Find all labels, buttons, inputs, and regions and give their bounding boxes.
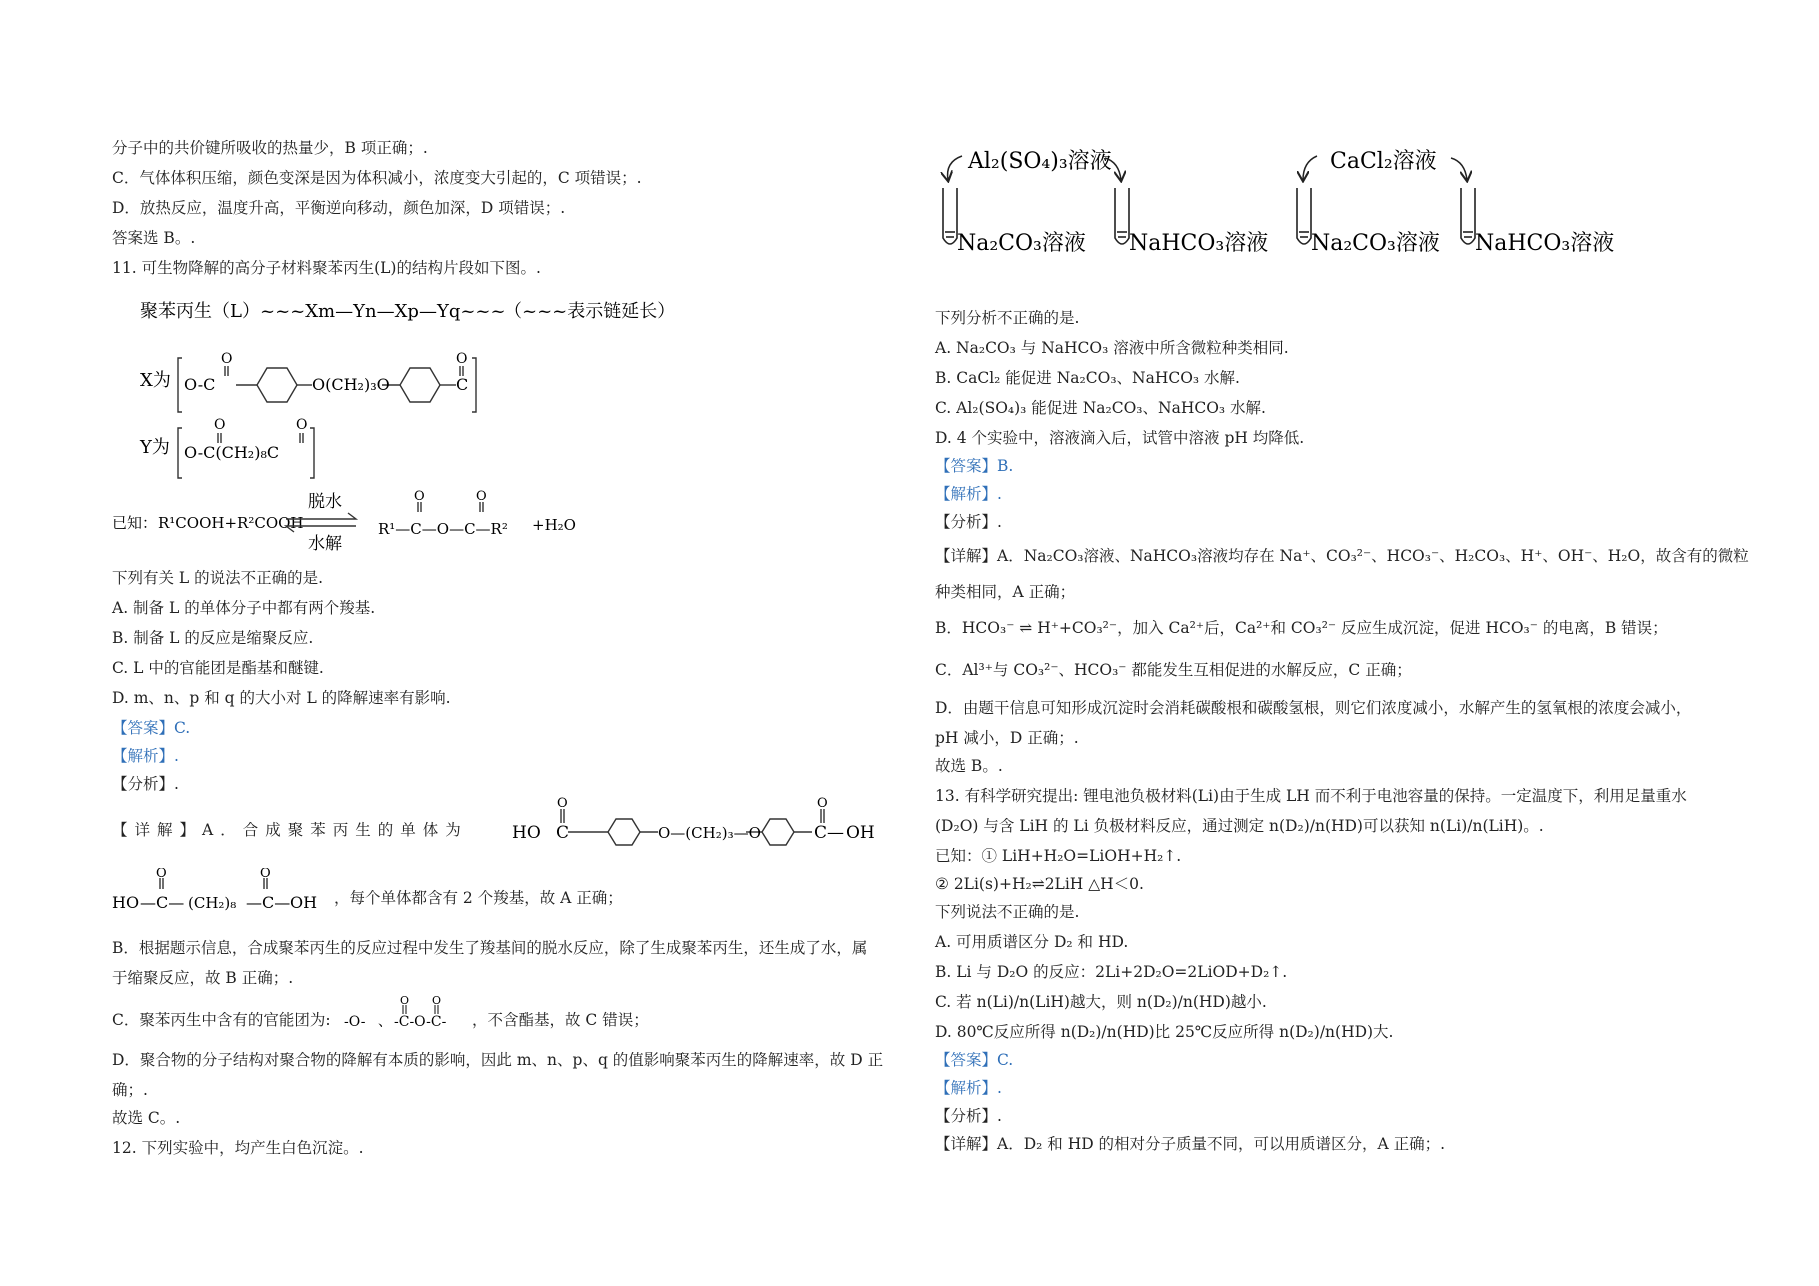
svg-text:O: O xyxy=(296,417,308,433)
svg-text:O: O xyxy=(221,351,233,367)
analysis-heading: 【分析】. xyxy=(935,513,1002,531)
tube-1-label: Na₂CO₃溶液 xyxy=(957,231,1086,256)
svg-text:O: O xyxy=(432,996,442,1007)
svg-text:HO: HO xyxy=(112,893,140,912)
tube-3-label: Na₂CO₃溶液 xyxy=(1311,231,1440,256)
analysis-label: 【解析】. xyxy=(935,1079,1002,1097)
text-line: 故选 B。. xyxy=(935,757,1003,775)
svg-text:-O-: -O- xyxy=(344,1014,366,1030)
monomer-2-structure xyxy=(112,868,332,918)
svg-text:O: O xyxy=(476,489,487,504)
detail-d: D．由题干信息可知形成沉淀时会消耗碳酸根和碳酸氢根，则它们浓度减小，水解产生的氢氧根的浓度会减小， xyxy=(935,699,1692,717)
text-line: 故选 C。. xyxy=(112,1109,181,1127)
detail-b: B．HCO₃⁻ ⇌ H⁺+CO₃²⁻，加入 Ca²⁺后，Ca²⁺和 CO₃²⁻ 反应生成沉淀，促进 HCO₃⁻ 的电离，B 错误； xyxy=(935,619,1668,637)
svg-text:已知：: 已知： xyxy=(112,514,158,532)
text-line: 于缩聚反应，故 B 正确；. xyxy=(112,969,294,987)
detail-a: 【详解】A．D₂ 和 HD 的相对分子质量不同，可以用质谱区分，A 正确；. xyxy=(935,1135,1446,1153)
svg-text:O: O xyxy=(156,868,167,881)
detail-c: C．聚苯丙生中含有的官能团为: xyxy=(112,1011,331,1029)
detail-c: C．Al³⁺与 CO₃²⁻、HCO₃⁻ 都能发生互相促进的水解反应，C 正确； xyxy=(935,661,1412,679)
svg-text:O-C: O-C xyxy=(184,375,216,394)
reagent-1-label: Al₂(SO₄)₃溶液 xyxy=(968,149,1112,174)
option-a: A. 可用质谱区分 D₂ 和 HD. xyxy=(935,933,1129,951)
known-reaction xyxy=(112,488,812,558)
svg-text:脱水: 脱水 xyxy=(308,492,342,512)
svg-text:O—(CH₂)₃—O: O—(CH₂)₃—O xyxy=(658,824,761,842)
svg-text:OH: OH xyxy=(846,823,875,843)
analysis-label: 【解析】. xyxy=(935,485,1002,503)
polymer-structure-figure xyxy=(112,290,812,485)
text-line: (D₂O) 与含 LiH 的 Li 负极材料反应，通过测定 n(D₂)/n(HD)可以获知 n(Li)/n(LiH)。. xyxy=(935,817,1544,835)
option-d: D. 4 个实验中，溶液滴入后，试管中溶液 pH 均降低. xyxy=(935,429,1305,447)
question-13: 13. 有科学研究提出: 锂电池负极材料(Li)由于生成 LH 而不利于电池容量的保持。一定温度下，利用足量重水 xyxy=(935,787,1687,805)
text-line: 确；. xyxy=(112,1081,148,1099)
answer-label: 【答案】C. xyxy=(935,1051,1014,1069)
svg-text:O: O xyxy=(557,796,568,811)
svg-text:O: O xyxy=(214,417,226,433)
known-2: ② 2Li(s)+H₂⇌2LiH △H＜0. xyxy=(935,875,1144,893)
known-1: 已知：① LiH+H₂O=LiOH+H₂↑. xyxy=(935,847,1182,865)
analysis-heading: 【分析】. xyxy=(112,775,179,793)
detail-a: 【详解】A．合成聚苯丙生的单体为 xyxy=(112,821,468,839)
svg-text:O: O xyxy=(400,996,410,1007)
svg-text:R¹—C—O—C—R²: R¹—C—O—C—R² xyxy=(378,520,508,538)
polymer-chain: ~~~Xm—Yn—Xp—Yq~~~ xyxy=(260,301,506,322)
text-line: 种类相同，A 正确； xyxy=(935,583,1076,601)
option-c: C. Al₂(SO₄)₃ 能促进 Na₂CO₃、NaHCO₃ 水解. xyxy=(935,399,1266,417)
detail-c-tail: ，不含酯基，故 C 错误； xyxy=(472,1011,649,1029)
svg-text:+H₂O: +H₂O xyxy=(532,516,576,534)
svg-text:(CH₂)₈: (CH₂)₈ xyxy=(188,894,237,912)
option-d: D. m、n、p 和 q 的大小对 L 的降解速率有影响. xyxy=(112,689,451,707)
text-line: C．气体体积压缩，颜色变深是因为体积减小，浓度变大引起的，C 项错误；. xyxy=(112,169,642,187)
detail-a: 【详解】A．Na₂CO₃溶液、NaHCO₃溶液均存在 Na⁺、CO₃²⁻、HCO₃⁻、H₂CO₃、H⁺、OH⁻、H₂O，故含有的微粒 xyxy=(935,547,1749,565)
svg-text:C: C xyxy=(556,823,570,843)
answer-label: 【答案】B. xyxy=(935,457,1014,475)
monomer-1-structure xyxy=(512,795,902,850)
chain-note: （~~~表示链延长） xyxy=(504,301,676,322)
x-label: X为 xyxy=(140,370,171,391)
option-b: B. 制备 L 的反应是缩聚反应. xyxy=(112,629,314,647)
question-12: 12. 下列实验中，均产生白色沉淀。. xyxy=(112,1139,364,1157)
svg-text:—C—: —C— xyxy=(246,893,291,912)
svg-text:R¹COOH+R²COOH: R¹COOH+R²COOH xyxy=(158,514,304,532)
detail-d: D．聚合物的分子结构对聚合物的降解有本质的影响，因此 m、n、p、q 的值影响聚苯丙生的降解速率，故 D 正 xyxy=(112,1051,884,1069)
functional-groups xyxy=(344,996,472,1036)
tube-2-label: NaHCO₃溶液 xyxy=(1129,231,1269,256)
option-c: C. 若 n(Li)/n(LiH)越大，则 n(D₂)/n(HD)越小. xyxy=(935,993,1267,1011)
y-label: Y为 xyxy=(140,437,170,458)
y-middle: O-C(CH₂)₈C xyxy=(184,443,280,462)
option-a: A. 制备 L 的单体分子中都有两个羧基. xyxy=(112,599,376,617)
text-line: 下列有关 L 的说法不正确的是. xyxy=(112,569,324,587)
test-tube-diagram xyxy=(935,140,1625,285)
option-b: B. CaCl₂ 能促进 Na₂CO₃、NaHCO₃ 水解. xyxy=(935,369,1240,387)
text-line: 下列说法不正确的是. xyxy=(935,903,1080,921)
option-b: B. Li 与 D₂O 的反应：2Li+2D₂O=2LiOD+D₂↑. xyxy=(935,963,1288,981)
svg-text:O: O xyxy=(817,796,828,811)
text-line: 分子中的共价键所吸收的热量少，B 项正确；. xyxy=(112,139,428,157)
svg-text:HO: HO xyxy=(512,823,541,843)
text-line: 下列分析不正确的是. xyxy=(935,309,1080,327)
option-d: D. 80℃反应所得 n(D₂)/n(HD)比 25℃反应所得 n(D₂)/n(HD)大. xyxy=(935,1023,1394,1041)
svg-text:—C—: —C— xyxy=(140,893,185,912)
analysis-label: 【解析】. xyxy=(112,747,179,765)
option-c: C. L 中的官能团是酯基和醚键. xyxy=(112,659,324,677)
svg-text:水解: 水解 xyxy=(308,534,342,554)
answer-label: 【答案】C. xyxy=(112,719,191,737)
svg-text:O: O xyxy=(414,489,425,504)
polymer-label: 聚苯丙生（L） xyxy=(140,301,260,322)
text-line: pH 减小，D 正确；. xyxy=(935,729,1079,747)
svg-text:、: 、 xyxy=(378,1014,392,1030)
svg-text:OH: OH xyxy=(290,893,318,912)
svg-text:C: C xyxy=(456,375,469,394)
text-line: D．放热反应，温度升高，平衡逆向移动，颜色加深，D 项错误；. xyxy=(112,199,566,217)
reagent-2-label: CaCl₂溶液 xyxy=(1330,149,1437,174)
svg-text:O: O xyxy=(260,868,271,881)
svg-text:O: O xyxy=(456,351,468,367)
svg-text:-C-O-C-: -C-O-C- xyxy=(394,1014,447,1030)
analysis-heading: 【分析】. xyxy=(935,1107,1002,1125)
option-a: A. Na₂CO₃ 与 NaHCO₃ 溶液中所含微粒种类相同. xyxy=(935,339,1289,357)
detail-a-tail: ，每个单体都含有 2 个羧基，故 A 正确； xyxy=(334,889,623,907)
detail-b: B．根据题示信息，合成聚苯丙生的反应过程中发生了羧基间的脱水反应，除了生成聚苯丙生，还生成了水，属 xyxy=(112,939,868,957)
text-line: 答案选 B。. xyxy=(112,229,196,247)
question-11: 11. 可生物降解的高分子材料聚苯丙生(L)的结构片段如下图。. xyxy=(112,259,541,277)
svg-text:C—: C— xyxy=(814,823,845,843)
tube-4-label: NaHCO₃溶液 xyxy=(1475,231,1615,256)
x-middle: O(CH₂)₃O xyxy=(312,375,390,394)
